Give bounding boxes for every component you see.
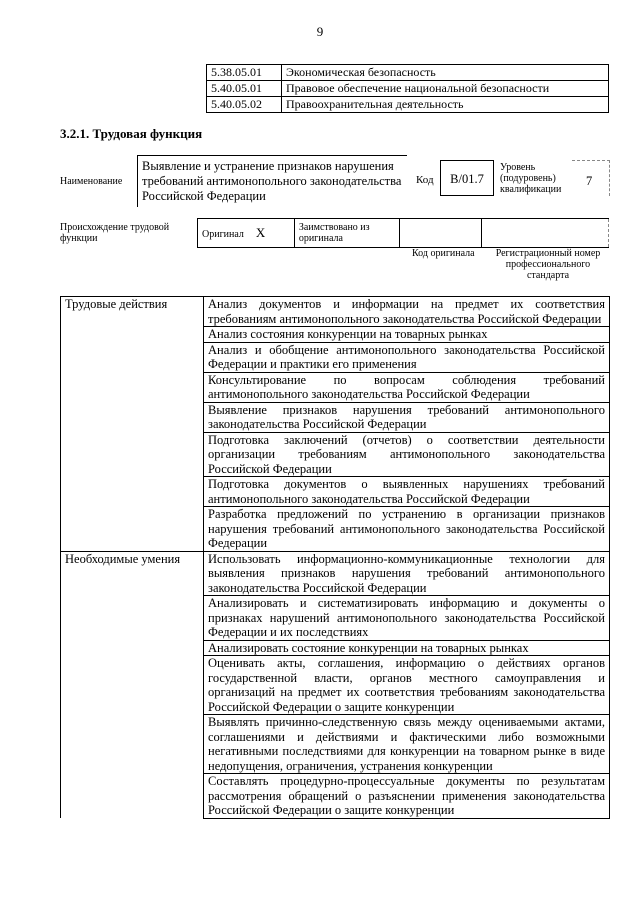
reg-number-label: Регистрационный номер профессионального стандарта	[495, 248, 601, 281]
skill-item: Оценивать акты, соглашения, информацию о действиях органов государственной власти, органов местного самоуправления и организаций на предмет их соответствия требованиям законодательства Российской Федерации о защите конкуренции	[204, 656, 610, 715]
labor-action-item: Подготовка заключений (отчетов) о соответствии деятельности организации требованиям антимонопольного законодательства Российской Федерации	[204, 432, 610, 477]
borrowed-label: Заимствовано из оригинала	[294, 219, 399, 248]
page-number: 9	[316, 24, 324, 39]
okso-code: 5.40.05.01	[207, 81, 282, 97]
labor-action-item: Анализ состояния конкуренции на товарных рынках	[204, 327, 610, 343]
table-row	[60, 97, 609, 113]
labor-action-item: Выявление признаков нарушения требований антимонопольного законодательства Российской Федерации	[204, 402, 610, 432]
original-mark: X	[255, 225, 266, 240]
okso-code: 5.38.05.01	[207, 65, 282, 81]
okso-code: 5.40.05.02	[207, 97, 282, 113]
origin-table	[197, 218, 609, 248]
function-details-table	[60, 296, 610, 819]
code-label: Код	[416, 174, 434, 186]
code-original-cell	[399, 219, 482, 248]
skills-label: Необходимые умения	[61, 551, 204, 818]
table-row	[61, 551, 610, 596]
labor-actions-label: Трудовые действия	[61, 297, 204, 552]
okso-name: Правовое обеспечение национальной безопасности	[282, 81, 609, 97]
okso-name: Экономическая безопасность	[282, 65, 609, 81]
origin-label: Происхождение трудовой функции	[60, 222, 170, 244]
okso-name: Правоохранительная деятельность	[282, 97, 609, 113]
name-label: Наименование	[60, 176, 123, 187]
table-row	[60, 81, 609, 97]
skill-item: Использовать информационно-коммуникационные технологии для выявления признаков нарушения требований антимонопольного законодательства Российской Федерации	[204, 551, 610, 596]
skill-item: Анализировать и систематизировать информацию и документы о признаках нарушений антимонопольного законодательства Российской Федерации и их последствиях	[204, 596, 610, 641]
table-row	[60, 65, 609, 81]
original-label: Оригинал	[202, 229, 244, 240]
skill-item: Выявлять причинно-следственную связь между оцениваемыми актами, соглашениями и действиями и фактическими либо возможными негативными последствиями для конкуренции на товарном рынке в виде недопущения, ограничения, устранения конкуренции	[204, 715, 610, 774]
okso-table	[60, 64, 609, 113]
skill-item: Анализировать состояние конкуренции на товарных рынках	[204, 640, 610, 656]
level-value: 7	[586, 174, 593, 188]
labor-action-item: Консультирование по вопросам соблюдения требований антимонопольного законодательства Российской Федерации	[204, 372, 610, 402]
labor-action-item: Разработка предложений по устранению в организации признаков нарушения требований антимонопольного законодательства Российской Федерации	[204, 507, 610, 552]
code-original-label: Код оригинала	[412, 248, 475, 259]
section-title: 3.2.1. Трудовая функция	[60, 126, 203, 141]
table-row	[61, 297, 610, 327]
reg-number-cell	[482, 219, 609, 248]
function-code: B/01.7	[440, 160, 494, 196]
skill-item: Составлять процедурно-процессуальные документы по результатам рассмотрения обращений о разъяснении применения законодательства Российской Федерации о защите конкуренции	[204, 774, 610, 819]
labor-action-item: Анализ документов и информации на предмет их соответствия требованиям антимонопольного законодательства Российской Федерации	[204, 297, 610, 327]
table-row	[198, 219, 609, 248]
function-name: Выявление и устранение признаков нарушения требований антимонопольного законодательства Российской Федерации	[137, 155, 407, 207]
labor-action-item: Анализ и обобщение антимонопольного законодательства Российской Федерации и практики его применения	[204, 342, 610, 372]
labor-action-item: Подготовка документов о выявленных нарушениях требований антимонопольного законодательства Российской Федерации	[204, 477, 610, 507]
original-cell	[198, 219, 295, 248]
level-label: Уровень (подуровень) квалификации	[500, 162, 562, 195]
